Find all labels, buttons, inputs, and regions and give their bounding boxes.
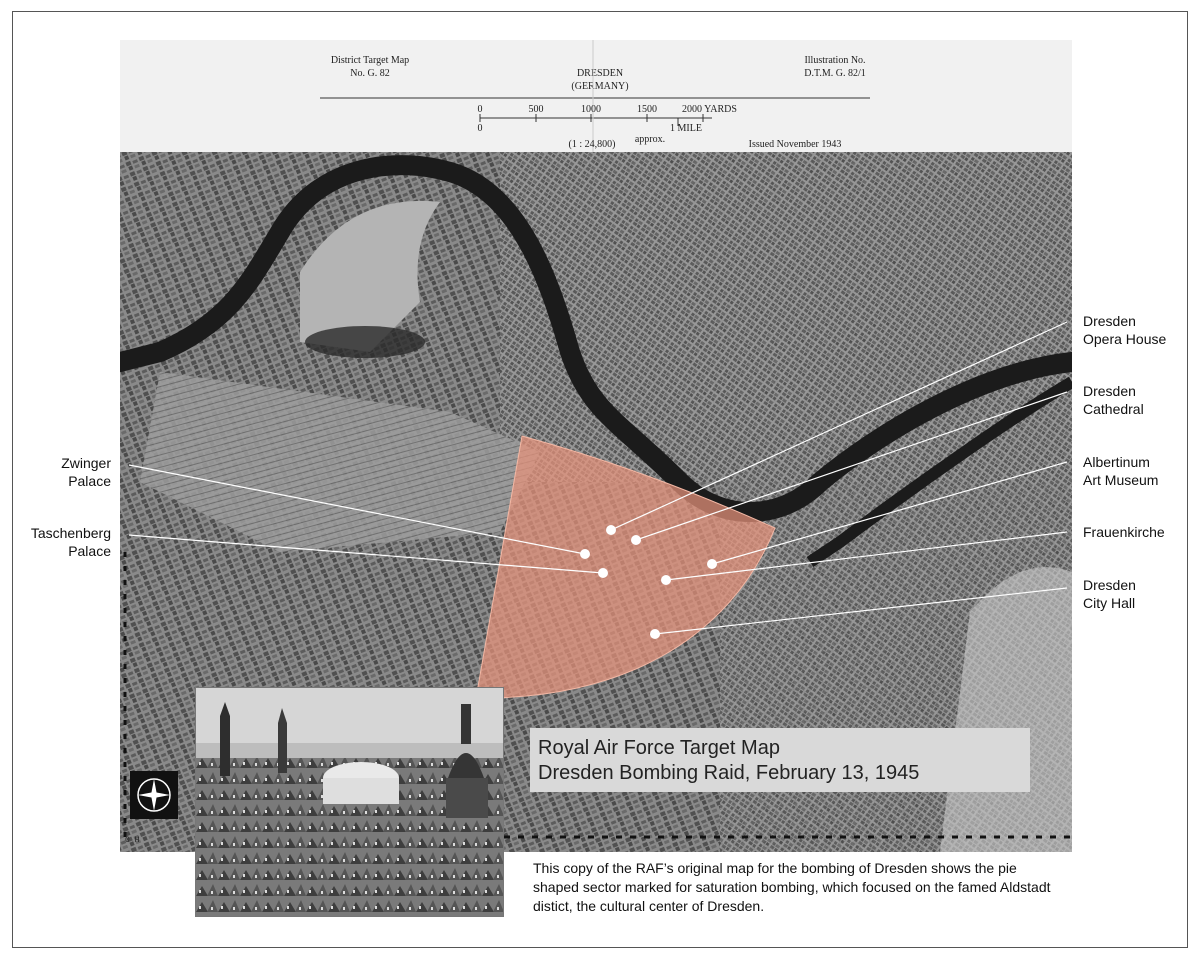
dot-cathedral [631, 535, 641, 545]
map-edge-text: 0 H [125, 836, 140, 845]
label-taschenberg: Taschenberg Palace [30, 525, 111, 559]
dot-albertinum [707, 559, 717, 569]
label-cathedral: Dresden Cathedral [1083, 383, 1144, 417]
dot-city-hall [650, 629, 660, 639]
scale-tick-1500: 1500 [637, 104, 657, 115]
illustration-label: Illustration No. D.T.M. G. 82/1 [804, 55, 866, 79]
dot-zwinger [580, 549, 590, 559]
scale-tick-2000: 2000 YARDS [682, 104, 737, 115]
callout-line-opera-house [611, 322, 1067, 530]
title-box [530, 728, 1030, 792]
dresden-skyline-photo [195, 687, 504, 917]
label-opera-house: Dresden Opera House [1083, 313, 1167, 347]
district-map-label: District Target Map No. G. 82 [330, 55, 410, 79]
dot-taschenberg [598, 568, 608, 578]
scale-mile-1: 1 MILE [670, 123, 702, 134]
scale-tick-500: 500 [528, 104, 544, 115]
dot-opera-house [606, 525, 616, 535]
dot-frauenkirche [661, 575, 671, 585]
label-zwinger: Zwinger Palace [61, 455, 111, 489]
callout-line-cathedral [636, 392, 1067, 540]
scale-tick-0: 0 [477, 104, 483, 115]
scale-tick-1000: 1000 [581, 104, 601, 115]
title-line-2: Dresden Bombing Raid, February 13, 1945 [538, 762, 920, 784]
caption: This copy of the RAF’s original map for the bombing of Dresden shows the pie shaped sector marked for saturation bombing, which focused on the famed Aldstadt distict, the cultural center of Dresden. [533, 860, 1051, 914]
callout-line-albertinum [712, 462, 1067, 564]
compass-rose-icon [130, 771, 178, 819]
issued-date: Issued November 1943 [748, 139, 842, 150]
scale-mile-0: 0 [477, 123, 483, 134]
label-frauenkirche: Frauenkirche [1083, 524, 1165, 540]
scale-approx: approx. [634, 134, 666, 145]
label-city-hall: Dresden City Hall [1083, 577, 1136, 611]
title-line-1: Royal Air Force Target Map [538, 737, 780, 759]
scale-ratio: (1 : 24,800) [568, 139, 616, 150]
label-albertinum: Albertinum Art Museum [1083, 454, 1159, 488]
city-label: DRESDEN (GERMANY) [571, 68, 629, 92]
